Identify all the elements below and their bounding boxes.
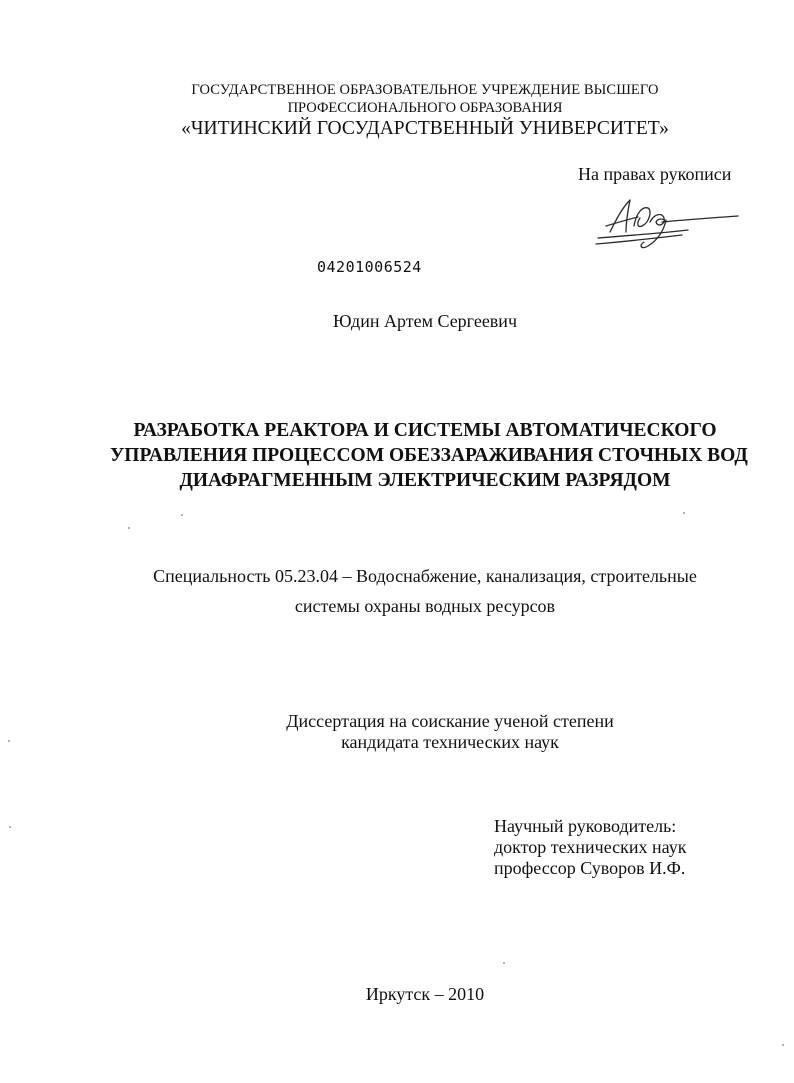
scan-speck <box>503 962 505 964</box>
institution-line-2: ПРОФЕССИОНАЛЬНОГО ОБРАЗОВАНИЯ <box>287 100 563 116</box>
university-name: «ЧИТИНСКИЙ ГОСУДАРСТВЕННЫЙ УНИВЕРСИТЕТ» <box>181 118 669 139</box>
supervisor-label: Научный руководитель: <box>494 816 677 836</box>
inventory-number: 04201006524 <box>317 258 422 276</box>
institution-line-1: ГОСУДАРСТВЕННОЕ ОБРАЗОВАТЕЛЬНОЕ УЧРЕЖДЕНИЕ ВЫСШЕГО <box>191 82 659 98</box>
handwritten-signature-icon <box>592 196 742 254</box>
thesis-title-line-2: УПРАВЛЕНИЯ ПРОЦЕССОМ ОБЕЗЗАРАЖИВАНИЯ СТОЧНЫХ ВОД <box>110 445 748 466</box>
thesis-title-line-3: ДИАФРАГМЕННЫМ ЭЛЕКТРИЧЕСКИМ РАЗРЯДОМ <box>179 470 671 491</box>
scan-speck <box>128 527 130 529</box>
thesis-title-line-1: РАЗРАБОТКА РЕАКТОРА И СИСТЕМЫ АВТОМАТИЧЕСКОГО <box>133 420 717 441</box>
scan-speck <box>181 514 183 516</box>
dissertation-line-1: Диссертация на соискание ученой степени <box>286 711 614 731</box>
author-name: Юдин Артем Сергеевич <box>332 311 517 331</box>
scan-speck <box>683 512 685 514</box>
dissertation-line-2: кандидата технических наук <box>341 732 559 752</box>
specialty-line-2: системы охраны водных ресурсов <box>294 596 556 616</box>
scan-speck <box>782 1044 784 1046</box>
supervisor-degree: доктор технических наук <box>494 837 687 857</box>
rights-note: На правах рукописи <box>578 164 732 184</box>
place-year: Иркутск – 2010 <box>365 984 485 1004</box>
specialty-line-1: Специальность 05.23.04 – Водоснабжение, канализация, строительные <box>153 566 697 586</box>
supervisor-name: профессор Суворов И.Ф. <box>494 858 686 878</box>
scan-speck <box>8 740 10 742</box>
scan-speck <box>9 826 11 828</box>
